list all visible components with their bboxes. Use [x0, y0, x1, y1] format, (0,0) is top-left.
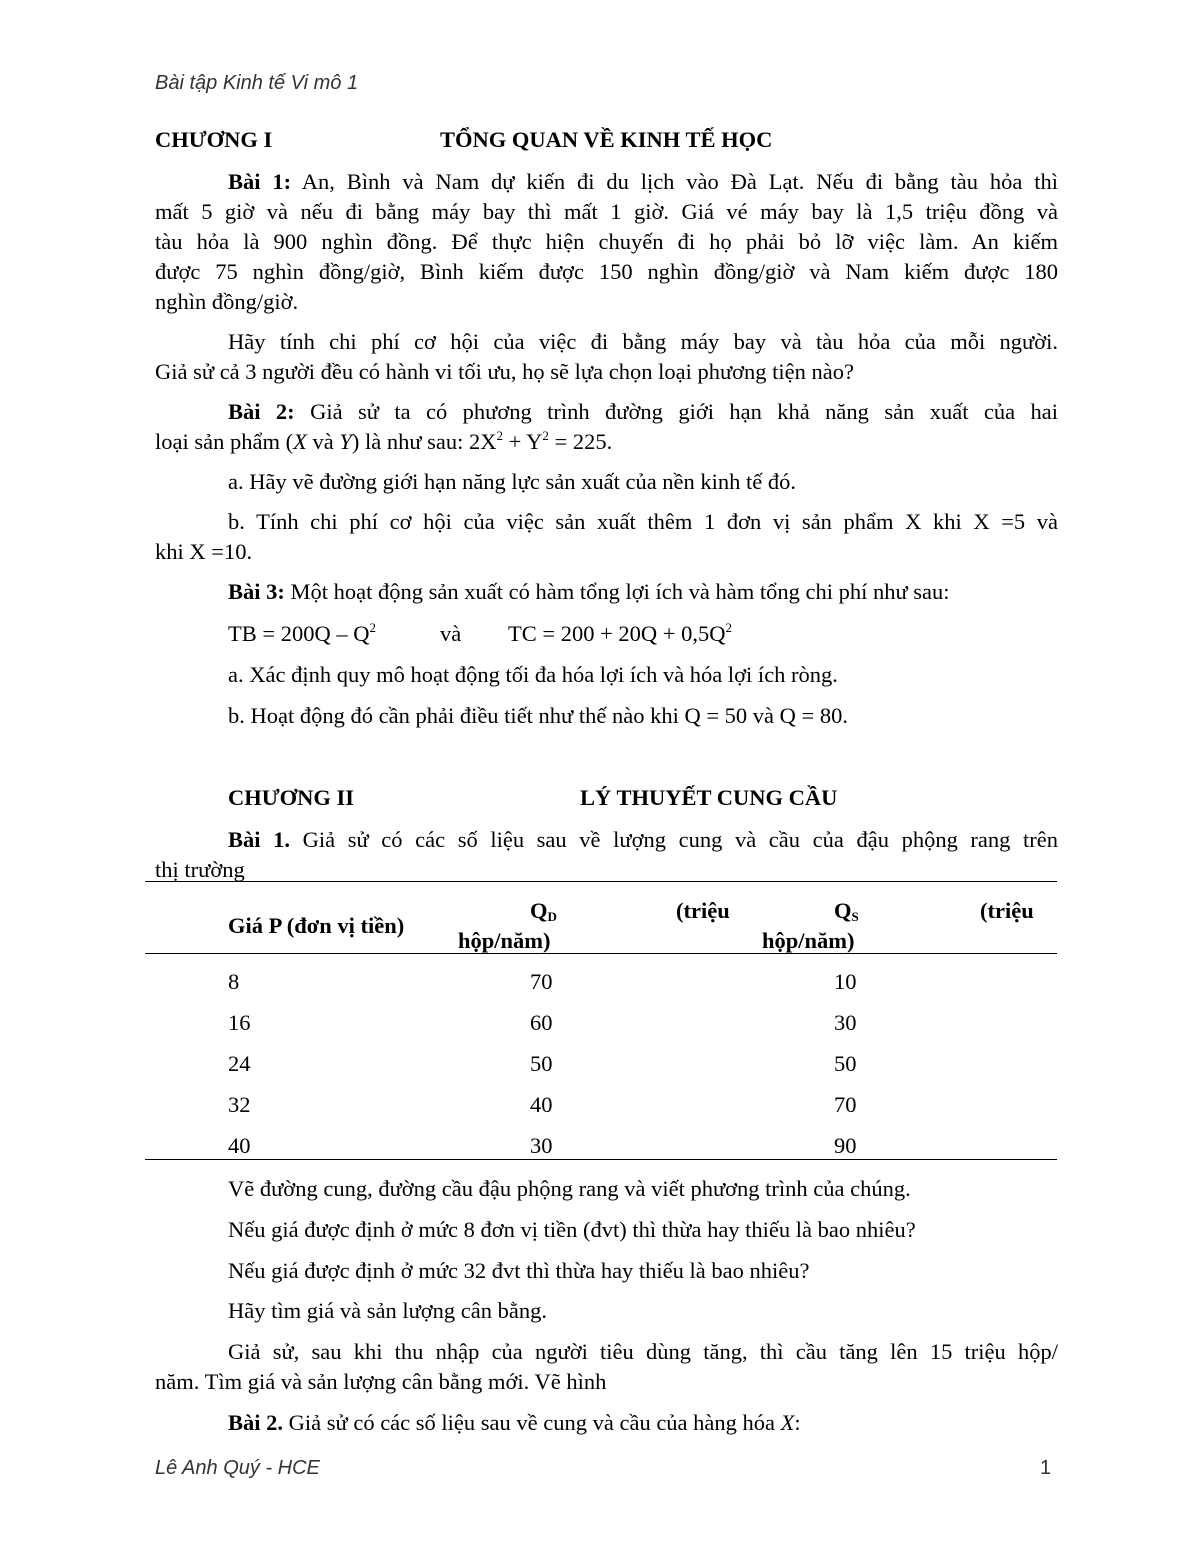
running-header: Bài tập Kinh tế Vi mô 1	[155, 72, 359, 94]
table-cell-qd: 50	[530, 1051, 553, 1076]
table-cell-price: 32	[228, 1092, 251, 1117]
ch2-question-4: Hãy tìm giá và sản lượng cân bằng.	[228, 1298, 548, 1323]
ch1-bai1-question-2: Giả sử cả 3 người đều có hành vi tối ưu, họ sẽ lựa chọn loại phương tiện nào?	[155, 359, 854, 384]
ch1-bai2-label: Bài 2:	[228, 399, 295, 424]
chapter-2-label: CHƯƠNG II	[228, 785, 355, 810]
ch1-bai1-line-2: mất 5 giờ và nếu đi bằng máy bay thì mất 1 giờ. Giá vé máy bay là 1,5 triệu đồng và	[155, 199, 1058, 224]
ch2-question-5-line-2: năm. Tìm giá và sản lượng cân bằng mới. Vẽ hình	[155, 1369, 607, 1394]
table-cell-price: 24	[228, 1051, 251, 1076]
table-header-qs-unit-a: (triệu	[980, 898, 1034, 923]
table-cell-qs: 90	[834, 1133, 857, 1158]
table-bottom-rule	[145, 1159, 1057, 1160]
ch1-bai3-tc-formula: TC = $200 + 20Q + 0,5Q^2$	[508, 620, 732, 646]
ch2-question-3: Nếu giá được định ở mức 32 đvt thì thừa hay thiếu là bao nhiêu?	[228, 1258, 810, 1283]
chapter-1-title: TỔNG QUAN VỀ KINH TẾ HỌC	[440, 127, 773, 152]
table-cell-price: 16	[228, 1010, 251, 1035]
table-header-qs: $Q_S$	[834, 898, 859, 924]
table-header-price: Giá P (đơn vị tiền)	[228, 913, 405, 938]
ch1-bai1-line-5: nghìn đồng/giờ.	[155, 289, 299, 314]
chapter-2-title: LÝ THUYẾT CUNG CẦU	[580, 785, 838, 810]
footer-author: Lê Anh Quý - HCE	[155, 1457, 320, 1479]
table-cell-qs: 10	[834, 969, 857, 994]
ch1-bai3-line-1: Bài 3: Một hoạt động sản xuất có hàm tổng lợi ích và hàm tổng chi phí như sau:	[228, 579, 950, 604]
ch1-bai3-part-a: a. Xác định quy mô hoạt động tối đa hóa lợi ích và hóa lợi ích ròng.	[228, 662, 838, 687]
table-cell-qd: 60	[530, 1010, 553, 1035]
ch1-bai3-part-b: b. Hoạt động đó cần phải điều tiết như thế nào khi Q = 50 và Q = 80.	[228, 703, 848, 728]
ch2-bai2-label: Bài 2.	[228, 1410, 284, 1435]
ch1-bai1-line-1: Bài 1: An, Bình và Nam dự kiến đi du lịch vào Đà Lạt. Nếu đi bằng tàu hỏa thì	[228, 169, 1058, 194]
ch1-bai1-line-3: tàu hỏa là 900 nghìn đồng. Để thực hiện chuyến đi họ phải bỏ lỡ việc làm. An kiếm	[155, 229, 1058, 254]
ch2-question-2: Nếu giá được định ở mức 8 đơn vị tiền (đvt) thì thừa hay thiếu là bao nhiêu?	[228, 1217, 916, 1242]
ch1-bai2-line-2: loại sản phẩm (X và Y) là như sau: $2X^2 + Y^2 = 225$.	[155, 428, 613, 454]
ch1-bai2-part-b-line-2: khi X =10.	[155, 539, 253, 564]
table-cell-qs: 70	[834, 1092, 857, 1117]
ch2-bai1-label: Bài 1.	[228, 827, 290, 852]
table-header-rule	[145, 953, 1057, 954]
table-cell-qd: 70	[530, 969, 553, 994]
table-cell-qd: 30	[530, 1133, 553, 1158]
ch2-question-5-line-1: Giả sử, sau khi thu nhập của người tiêu dùng tăng, thì cầu tăng lên 15 triệu hộp/	[228, 1339, 1058, 1364]
ch1-bai3-tb-formula: TB = $200Q - Q^2$	[228, 620, 376, 646]
table-cell-qd: 40	[530, 1092, 553, 1117]
table-header-qd-unit-a: (triệu	[676, 898, 730, 923]
ch1-bai3-and: và	[440, 621, 462, 646]
table-header-qd-unit-b: hộp/năm)	[458, 928, 551, 953]
ch1-bai1-line-4: được 75 nghìn đồng/giờ, Bình kiếm được 150 nghìn đồng/giờ và Nam kiếm được 180	[155, 259, 1058, 284]
chapter-1-label: CHƯƠNG I	[155, 127, 273, 152]
ch1-bai1-question-1: Hãy tính chi phí cơ hội của việc đi bằng máy bay và tàu hỏa của mỗi người.	[228, 329, 1058, 354]
table-top-rule	[145, 881, 1057, 882]
table-cell-qs: 50	[834, 1051, 857, 1076]
table-header-qd: $Q_D$	[530, 898, 557, 924]
ch1-bai2-line-1: Bài 2: Giả sử ta có phương trình đường giới hạn khả năng sản xuất của hai	[228, 399, 1058, 424]
ch1-bai2-part-a: a. Hãy vẽ đường giới hạn năng lực sản xuất của nền kinh tế đó.	[228, 469, 797, 494]
table-cell-qs: 30	[834, 1010, 857, 1035]
ch1-bai3-label: Bài 3:	[228, 579, 285, 604]
table-header-qs-unit-b: hộp/năm)	[762, 928, 855, 953]
ch2-bai1-line-1: Bài 1. Giả sử có các số liệu sau về lượng cung và cầu của đậu phộng rang trên	[228, 827, 1058, 852]
ch1-bai2-part-b-line-1: b. Tính chi phí cơ hội của việc sản xuất thêm 1 đơn vị sản phẩm X khi X =5 và	[228, 509, 1058, 534]
table-cell-price: 8	[228, 969, 240, 994]
ch1-bai1-label: Bài 1:	[228, 169, 292, 194]
ch2-bai2-line: Bài 2. Giả sử có các số liệu sau về cung và cầu của hàng hóa X:	[228, 1410, 801, 1435]
ch2-bai1-line-2: thị trường	[155, 857, 245, 882]
ch2-question-1: Vẽ đường cung, đường cầu đậu phộng rang và viết phương trình của chúng.	[228, 1176, 911, 1201]
page-number: 1	[1040, 1457, 1052, 1479]
table-cell-price: 40	[228, 1133, 251, 1158]
